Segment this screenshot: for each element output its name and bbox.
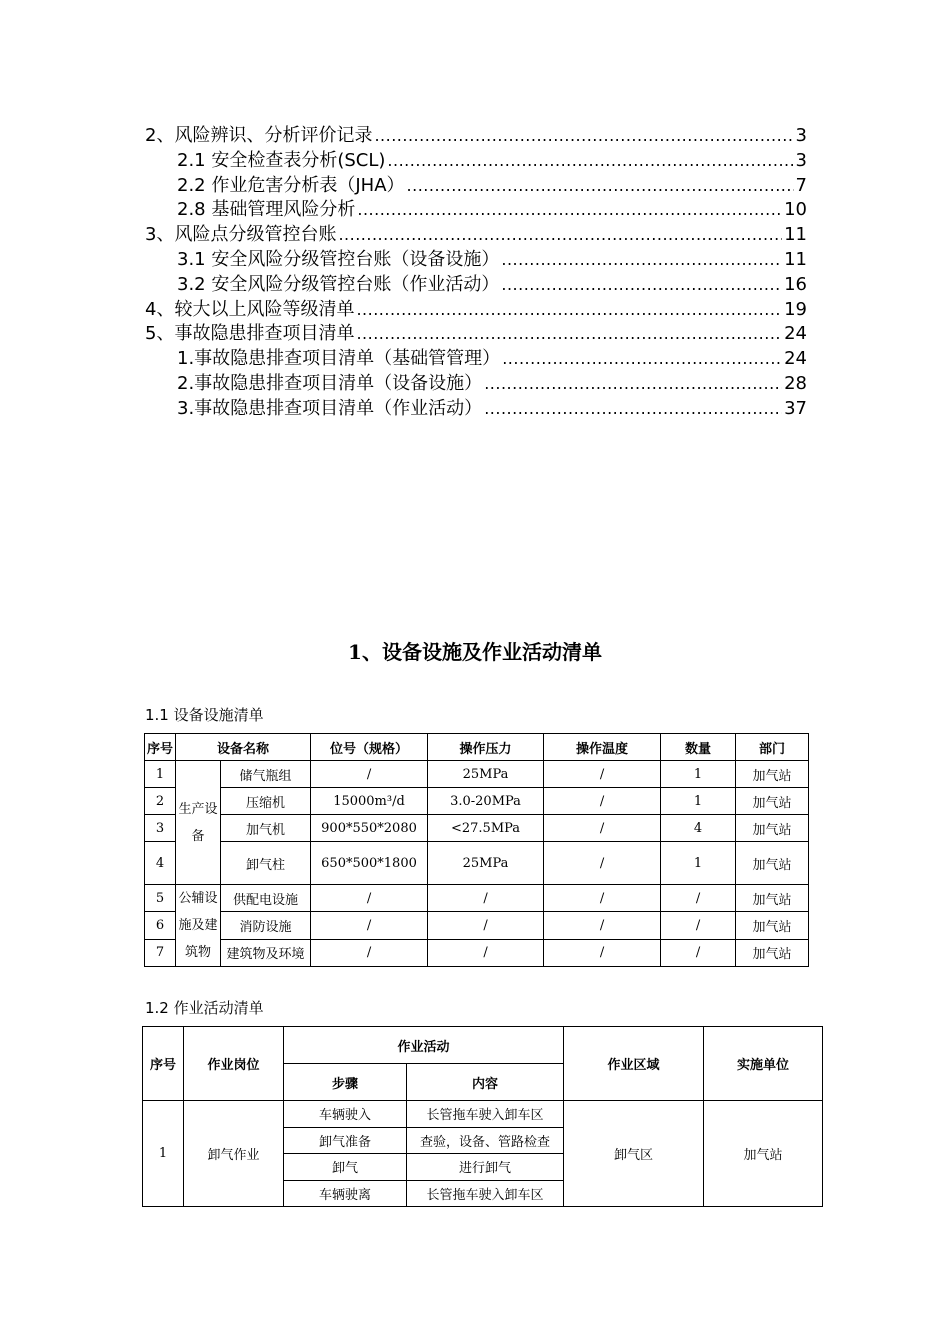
section-title: 1、设备设施及作业活动清单 xyxy=(348,640,602,664)
table-row: 6 消防设施 / / / / 加气站 xyxy=(145,912,809,939)
table-row: 1 卸气作业 车辆驶入 长管拖车驶入卸车区 卸气区 加气站 xyxy=(143,1101,823,1128)
header-cell: 作业岗位 xyxy=(184,1027,284,1101)
table-row: 卸气准备 查验，设备、管路检查 xyxy=(143,1127,823,1154)
header-cell: 部门 xyxy=(736,734,809,761)
header-cell: 序号 xyxy=(143,1027,184,1101)
header-cell: 位号（规格） xyxy=(311,734,428,761)
table-row: 3 加气机 900*550*2080 <27.5MPa / 4 加气站 xyxy=(145,815,809,842)
table-row: 卸气 进行卸气 xyxy=(143,1154,823,1181)
toc-entry[interactable]: 3.1 安全风险分级管控台账（设备设施） ..... 11 xyxy=(145,248,807,273)
toc-entry[interactable]: 5、事故隐患排查项目清单 ..... 24 xyxy=(145,322,807,347)
activity-table xyxy=(142,1026,823,1207)
table-row: 4 卸气柱 650*500*1800 25MPa / 1 加气站 xyxy=(145,842,809,885)
header-cell: 数量 xyxy=(661,734,736,761)
toc-entry[interactable]: 4、较大以上风险等级清单 ..... 19 xyxy=(145,298,807,323)
header-cell: 作业活动 xyxy=(284,1027,564,1064)
table-row: 7 建筑物及环境 / / / / 加气站 xyxy=(145,939,809,966)
table-row: 车辆驶离 长管拖车驶入卸车区 xyxy=(143,1180,823,1207)
toc-entry[interactable]: 3.2 安全风险分级管控台账（作业活动） ..... 16 xyxy=(145,273,807,298)
equipment-table xyxy=(144,733,809,967)
group-cell: 生产设备 xyxy=(176,761,221,885)
toc-entry[interactable]: 3.事故隐患排查项目清单（作业活动） ..... 37 xyxy=(145,397,807,422)
group-cell: 公辅设施及建筑物 xyxy=(176,885,221,967)
table-row: 5 公辅设施及建筑物 供配电设施 / / / / 加气站 xyxy=(145,885,809,912)
toc-entry[interactable]: 2.1 安全检查表分析(SCL) ..... 3 xyxy=(145,149,807,174)
header-cell: 操作温度 xyxy=(544,734,661,761)
table-caption: 1.1 设备设施清单 xyxy=(145,706,264,724)
toc-entry[interactable]: 2.2 作业危害分析表（JHA） ..... 7 xyxy=(145,174,807,199)
header-cell: 操作压力 xyxy=(428,734,544,761)
header-cell: 序号 xyxy=(145,734,176,761)
table-row: 2 压缩机 15000m³/d 3.0-20MPa / 1 加气站 xyxy=(145,788,809,815)
header-cell: 实施单位 xyxy=(704,1027,823,1101)
table-header-row xyxy=(145,734,809,761)
header-cell: 作业区域 xyxy=(564,1027,704,1101)
toc-entry[interactable]: 2.8 基础管理风险分析 ..... 10 xyxy=(145,198,807,223)
header-cell: 步骤 xyxy=(284,1064,407,1101)
table-caption: 1.2 作业活动清单 xyxy=(145,999,264,1017)
toc-entry[interactable]: 2.事故隐患排查项目清单（设备设施） ..... 28 xyxy=(145,372,807,397)
toc-entry[interactable]: 1.事故隐患排查项目清单（基础管管理） ..... 24 xyxy=(145,347,807,372)
table-row: 1 生产设备 储气瓶组 / 25MPa / 1 加气站 xyxy=(145,761,809,788)
table-header-row xyxy=(143,1027,823,1064)
header-cell: 设备名称 xyxy=(176,734,311,761)
toc-entry[interactable]: 3、风险点分级管控台账 ..... 11 xyxy=(145,223,807,248)
toc-entry[interactable]: 2、风险辨识、分析评价记录 ..... 3 xyxy=(145,124,807,149)
header-cell: 内容 xyxy=(407,1064,564,1101)
table-of-contents xyxy=(145,124,807,422)
